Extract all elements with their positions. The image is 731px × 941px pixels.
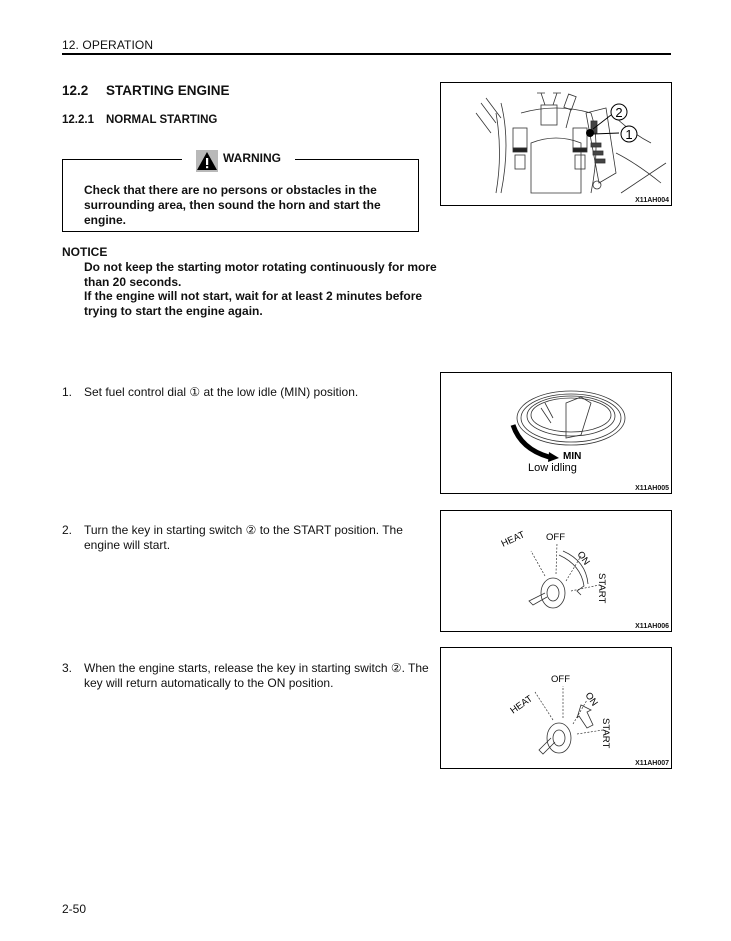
warning-label: WARNING: [223, 151, 281, 165]
step-1: [62, 385, 437, 400]
figure-code: X11AH007: [635, 760, 669, 767]
figure-console: [440, 82, 672, 206]
figure-fuel-dial: [440, 372, 672, 494]
start-label: START: [600, 718, 611, 749]
subsection-number: 12.2.1: [62, 114, 94, 126]
on-label: ON: [574, 549, 592, 568]
min-label: MIN: [563, 451, 582, 462]
warning-box-top-left-rule: [62, 159, 182, 160]
start-label: START: [596, 573, 607, 604]
subsection-title: NORMAL STARTING: [106, 114, 218, 126]
step-text: Turn the key in starting switch ② to the START position. The engine will start.: [84, 523, 403, 552]
on-label: ON: [582, 690, 600, 709]
heat-label: HEAT: [499, 529, 527, 550]
step-text: Set fuel control dial ① at the low idle (MIN) position.: [84, 385, 359, 399]
warning-box-top-right-rule: [295, 159, 418, 160]
console-illustration: [441, 83, 671, 205]
callout-1: 1: [625, 127, 633, 142]
figure-key-start: [440, 510, 672, 632]
figure-code: X11AH004: [635, 197, 669, 204]
callout-2: 2: [615, 105, 623, 120]
page-number: 2-50: [62, 902, 87, 916]
heat-label: HEAT: [508, 693, 535, 717]
running-header: 12. OPERATION: [62, 38, 154, 52]
warning-text: Check that there are no persons or obstacles in the surrounding area, then sound the horn and start the engine.: [84, 183, 381, 227]
subsection-heading: [62, 114, 217, 126]
warning-triangle-icon: [196, 150, 218, 172]
fuel-dial-illustration: [441, 373, 671, 493]
notice-line: If the engine will not start, wait for at least 2 minutes before trying to start the engine again.: [84, 289, 423, 318]
figure-key-on: [440, 647, 672, 769]
figure-code: X11AH005: [635, 485, 669, 492]
off-label: OFF: [546, 532, 565, 543]
off-label: OFF: [551, 674, 570, 685]
notice-line: Do not keep the starting motor rotating continuously for more than 20 seconds.: [84, 260, 437, 289]
figure-code: X11AH006: [635, 623, 669, 630]
header-rule: [62, 53, 671, 55]
low-idling-label: Low idling: [528, 462, 577, 474]
step-2: [62, 523, 437, 553]
step-number: 1.: [62, 385, 73, 399]
step-3: [62, 661, 437, 691]
step-number: 3.: [62, 661, 73, 675]
section-number: 12.2: [62, 83, 89, 98]
section-title: STARTING ENGINE: [106, 83, 230, 98]
notice-text: [84, 260, 439, 318]
step-text: When the engine starts, release the key in starting switch ②. The key will return automatically to the ON position.: [84, 661, 429, 690]
key-switch-on-illustration: [441, 648, 671, 768]
notice-title: NOTICE: [62, 245, 108, 259]
section-heading: [62, 83, 230, 98]
key-switch-start-illustration: [441, 511, 671, 631]
step-number: 2.: [62, 523, 73, 537]
